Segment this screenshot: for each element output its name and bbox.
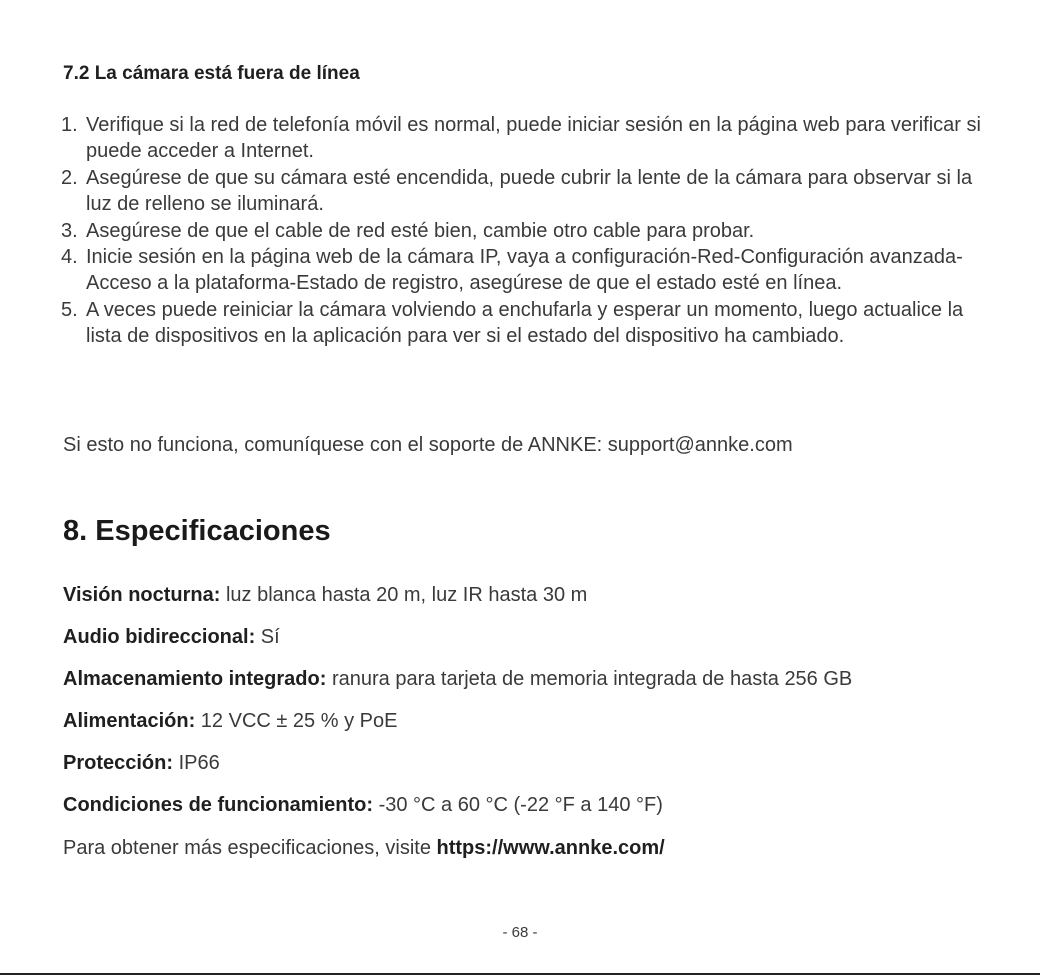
step-number: 2. — [61, 166, 78, 189]
spec-value: 12 VCC ± 25 % y PoE — [195, 710, 398, 732]
spec-label: Audio bidireccional: — [63, 626, 256, 648]
step-text: Asegúrese de que su cámara esté encendida, puede cubrir la lente de la cámara para observar si la luz de relleno se iluminará. — [86, 166, 973, 216]
annke-website-link[interactable]: https://www.annke.com/ — [436, 837, 665, 859]
more-specs-text — [63, 835, 665, 861]
step-number: 5. — [61, 298, 78, 321]
spec-value: -30 °C a 60 °C (-22 °F a 140 °F) — [373, 794, 663, 816]
spec-value: luz blanca hasta 20 m, luz IR hasta 30 m — [220, 584, 588, 606]
spec-label: Alimentación: — [63, 710, 196, 732]
step-item — [61, 165, 991, 218]
spec-value: ranura para tarjeta de memoria integrada de hasta 256 GB — [326, 668, 853, 690]
more-specs-prefix: Para obtener más especificaciones, visite — [63, 837, 437, 859]
step-number: 4. — [61, 246, 78, 269]
step-item — [61, 112, 991, 165]
step-text: Asegúrese de que el cable de red esté bien, cambie otro cable para probar. — [86, 219, 755, 242]
step-text: Inicie sesión en la página web de la cámara IP, vaya a configuración-Red-Configuración avanzada-Acceso a la plataforma-Estado de registro, asegúrese de que el estado esté en línea. — [86, 246, 963, 295]
spec-night-vision — [63, 582, 587, 608]
spec-value: Sí — [255, 626, 280, 648]
page-number: - 68 - — [502, 924, 538, 941]
spec-label: Condiciones de funcionamiento: — [63, 794, 374, 816]
troubleshooting-steps — [61, 112, 991, 350]
spec-two-way-audio — [63, 624, 280, 650]
spec-power — [63, 708, 397, 734]
step-item — [61, 218, 991, 244]
spec-label: Almacenamiento integrado: — [63, 668, 327, 690]
section-title: 7.2 La cámara está fuera de línea — [63, 63, 360, 84]
step-item — [61, 244, 991, 297]
spec-label: Visión nocturna: — [63, 584, 221, 606]
spec-label: Protección: — [63, 752, 174, 774]
spec-protection — [63, 750, 220, 776]
step-number: 3. — [61, 219, 78, 242]
specifications-heading: 8. Especificaciones — [63, 515, 331, 547]
bottom-divider — [0, 973, 1040, 975]
spec-value: IP66 — [173, 752, 220, 774]
step-text: A veces puede reiniciar la cámara volviendo a enchufarla y esperar un momento, luego actualice la lista de dispositivos en la aplicación para ver si el estado del dispositivo ha cambiado. — [86, 298, 964, 348]
step-text: Verifique si la red de telefonía móvil es normal, puede iniciar sesión en la página web para verificar si puede acceder a Internet. — [86, 114, 981, 163]
spec-operating-conditions — [63, 792, 663, 818]
support-contact-text: Si esto no funciona, comuníquese con el soporte de ANNKE: support@annke.com — [63, 434, 793, 456]
step-item — [61, 297, 991, 350]
spec-storage — [63, 666, 852, 692]
step-number: 1. — [61, 114, 78, 136]
